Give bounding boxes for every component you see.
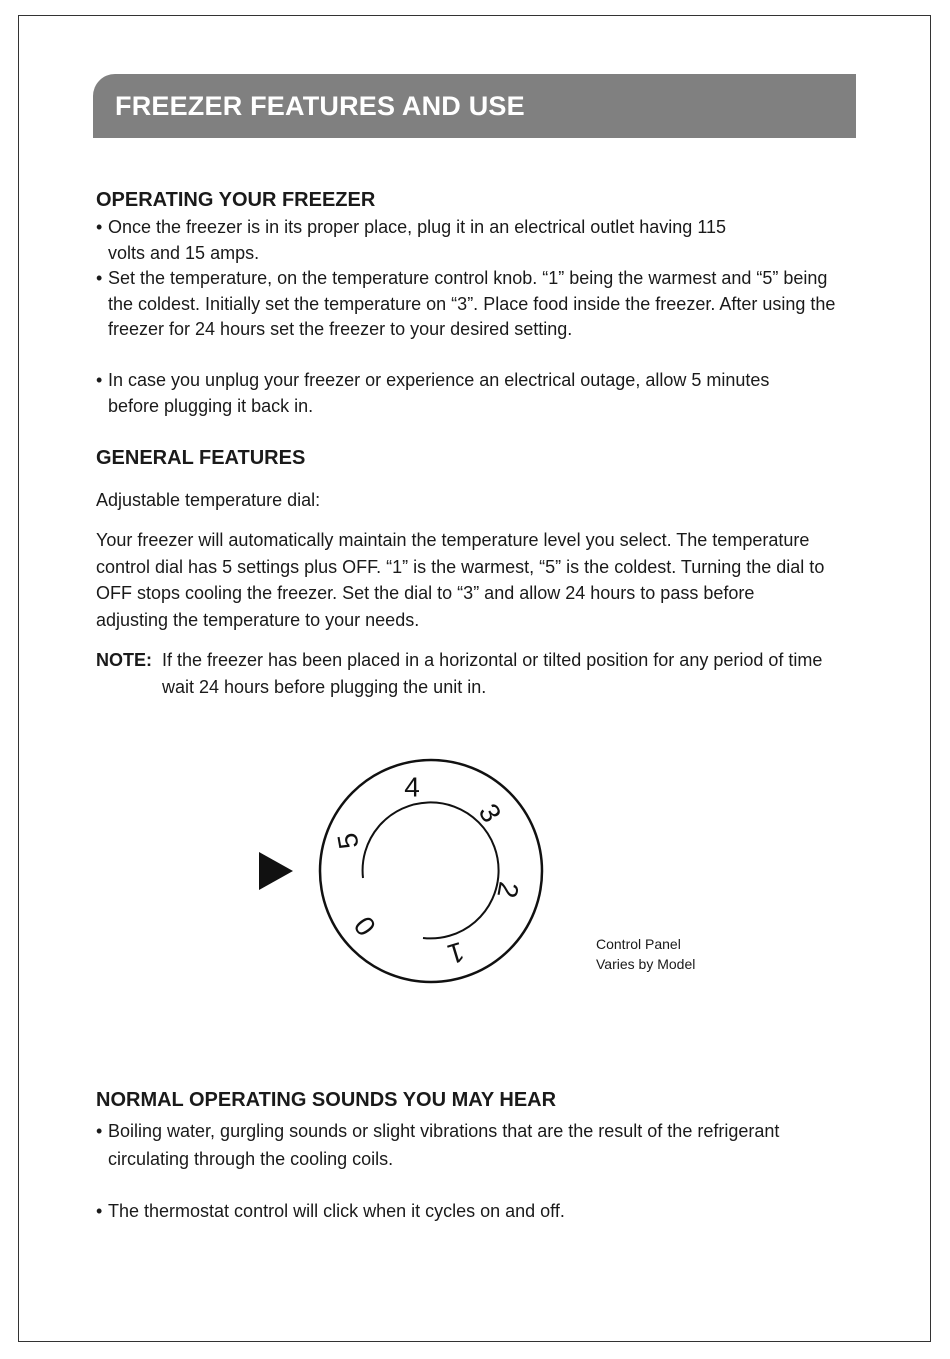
operating-bullet-3-text: In case you unplug your freezer or experience an electrical outage, allow 5 minutes before plugging it back in. <box>108 370 770 416</box>
operating-bullet-1-text: Once the freezer is in its proper place, plug it in an electrical outlet having 115 volts and 15 amps. <box>108 217 727 263</box>
bullet-dot: • <box>96 268 103 288</box>
dial-label-5: 5 <box>331 830 365 852</box>
note-text: If the freezer has been placed in a horizontal or tilted position for any period of time wait 24 hours before plugging the unit in. <box>162 650 823 697</box>
dial-outer-ring <box>320 760 542 982</box>
dial-label-3: 3 <box>472 798 508 828</box>
page-title: FREEZER FEATURES AND USE <box>115 91 525 121</box>
general-section-title: GENERAL FEATURES <box>96 447 306 469</box>
bullet-dot: • <box>96 370 103 390</box>
bullet-dot: • <box>96 1121 103 1141</box>
temperature-dial-svg <box>250 745 560 995</box>
operating-bullet-2-text: Set the temperature, on the temperature control knob. “1” being the warmest and “5” being the coldest. Initially set the temperature on “3”. Place food inside the freezer. After using the freezer for 24 hours set the freezer to your desired setting. <box>108 268 836 339</box>
temperature-dial-figure <box>250 745 560 995</box>
dial-label-2: 2 <box>491 879 525 901</box>
bullet-dot: • <box>96 1201 103 1221</box>
dial-caption <box>596 934 695 974</box>
sounds-bullet-1-text: Boiling water, gurgling sounds or slight vibrations that are the result of the refrigerant circulating through the cooling coils. <box>108 1121 780 1169</box>
note-label: NOTE: <box>96 650 152 670</box>
sounds-section-title: NORMAL OPERATING SOUNDS YOU MAY HEAR <box>96 1089 557 1111</box>
operating-bullet-3 <box>96 368 796 419</box>
sounds-bullet-2-text: The thermostat control will click when it cycles on and off. <box>108 1201 565 1221</box>
header-bar <box>93 74 856 138</box>
operating-bullet-2 <box>96 266 836 343</box>
dial-label-1: 1 <box>444 935 468 971</box>
note <box>96 647 856 701</box>
pointer-arrow-icon <box>259 852 293 890</box>
general-paragraph: Your freezer will automatically maintain the temperature level you select. The temperature control dial has 5 settings plus OFF. “1” is the warmest, “5” is the coldest. Turning the dial to OFF stops cooling the freezer. Set the dial to “3” and allow 24 hours to pass before adjusting the temperature to your needs. <box>96 530 825 630</box>
dial-label-4: 4 <box>404 771 420 803</box>
sounds-bullet-1 <box>96 1117 796 1173</box>
dial-label-0: 0 <box>347 910 383 942</box>
dial-caption-line-1: Control Panel <box>596 936 681 952</box>
sounds-bullet-2 <box>96 1199 836 1225</box>
operating-bullet-1 <box>96 215 736 266</box>
general-subtitle: Adjustable temperature dial: <box>96 490 321 510</box>
bullet-dot: • <box>96 217 103 237</box>
dial-caption-line-2: Varies by Model <box>596 956 696 972</box>
operating-section-title: OPERATING YOUR FREEZER <box>96 189 376 211</box>
